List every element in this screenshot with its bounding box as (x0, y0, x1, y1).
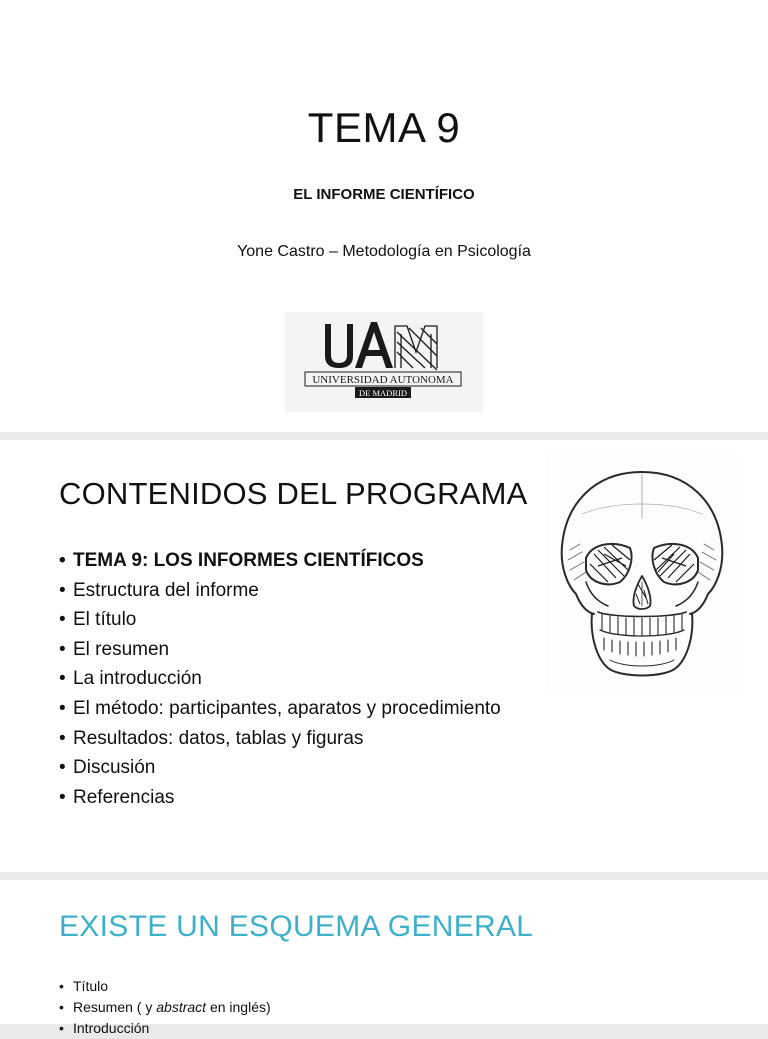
skull-image (546, 454, 738, 694)
slide-author: Yone Castro – Metodología en Psicología (237, 243, 531, 260)
list-item: • El título (59, 609, 137, 631)
contents-list (59, 546, 559, 812)
title-slide (0, 0, 768, 432)
scheme-slide (0, 880, 768, 1036)
list-item: • Título (59, 978, 109, 994)
skull-icon (546, 454, 738, 694)
logo-line2: DE MADRID (359, 388, 407, 398)
list-item: • Resumen ( y abstract en inglés) (59, 999, 271, 1015)
contents-slide (0, 440, 768, 872)
list-item: • Discusión (59, 757, 156, 779)
logo-line1: UNIVERSIDAD AUTONOMA (312, 374, 454, 386)
slide-subtitle: EL INFORME CIENTÍFICO (293, 186, 475, 203)
scheme-list (59, 976, 271, 1039)
list-item: • Referencias (59, 786, 175, 808)
slide-title: TEMA 9 (307, 104, 461, 151)
list-item: • Introducción (59, 1020, 150, 1036)
list-item: • La introducción (59, 668, 202, 690)
uam-logo (285, 312, 483, 412)
list-item: • TEMA 9: LOS INFORMES CIENTÍFICOS (59, 550, 424, 571)
list-item: • El método: participantes, aparatos y procedimiento (59, 697, 501, 719)
list-item: • El resumen (59, 638, 170, 660)
list-item: • Resultados: datos, tablas y figuras (59, 727, 364, 749)
scheme-heading: EXISTE UN ESQUEMA GENERAL (59, 910, 534, 943)
contents-heading: CONTENIDOS DEL PROGRAMA (59, 476, 528, 511)
list-item: • Estructura del informe (59, 579, 259, 601)
